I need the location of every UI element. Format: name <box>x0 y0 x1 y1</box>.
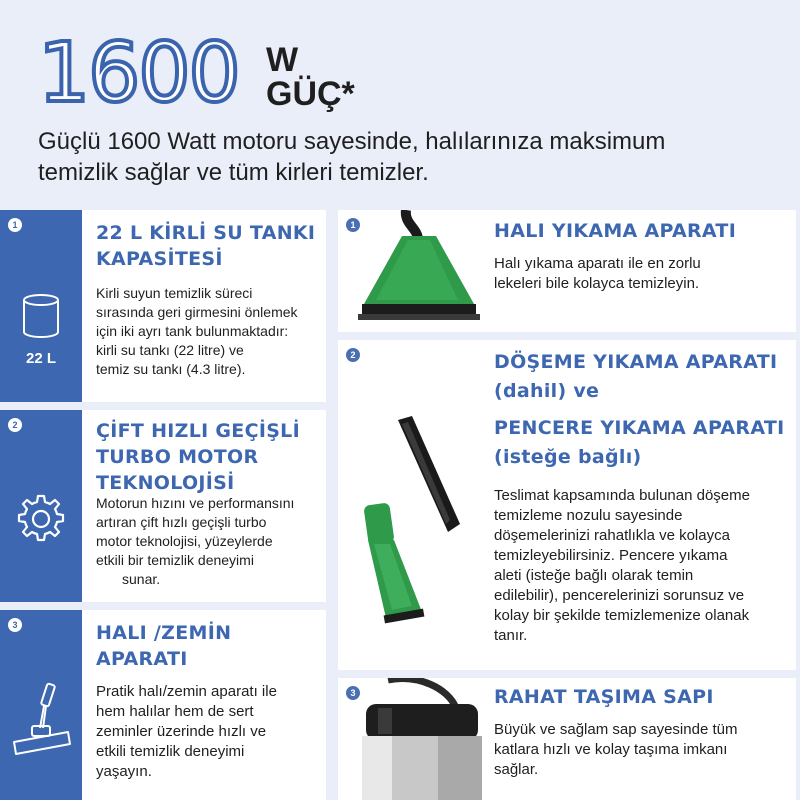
card-body-line: Pratik halı/zemin aparatı ile <box>96 683 277 700</box>
card-body-line: Motorun hızını ve performansını <box>96 495 295 511</box>
feature-card-carpet-washer <box>338 210 796 332</box>
feature-card-motor <box>0 410 326 602</box>
card-number: 1 <box>346 218 360 232</box>
feature-card-tank <box>0 210 326 402</box>
card-body-line: katlara hızlı ve kolay taşıma imkanı <box>494 741 728 758</box>
card-title-line: KAPASİTESİ <box>96 248 223 270</box>
card-title-line: (isteğe bağlı) <box>494 446 642 468</box>
card-body-line: etkili bir temizlik deneyimi <box>96 552 254 568</box>
card-title-line: TURBO MOTOR <box>96 446 259 468</box>
card-body-line: zeminler üzerinde hızlı ve <box>96 723 267 740</box>
card-sidebar <box>0 210 82 402</box>
feature-card-handle <box>338 678 796 800</box>
card-title <box>494 348 785 472</box>
card-body-line: döşemelerinizi rahatlıkla ve kolayca <box>494 527 730 544</box>
power-label: GÜÇ* <box>266 75 355 113</box>
card-body <box>494 720 790 780</box>
card-body <box>96 284 324 379</box>
card-title-line: HALI /ZEMİN <box>96 622 232 644</box>
card-title: RAHAT TAŞIMA SAPI <box>494 686 714 708</box>
card-body-line: motor teknolojisi, yüzeylerde <box>96 533 273 549</box>
card-body-line: aleti (isteğe bağlı olarak temin <box>494 567 694 584</box>
card-body-line: sağlar. <box>494 761 539 778</box>
card-title-line: DÖŞEME YIKAMA APARATI <box>494 351 778 373</box>
card-body <box>494 254 790 294</box>
vacuum-body-icon <box>348 678 488 800</box>
feature-card-floor <box>0 610 326 800</box>
card-body-line: temiz su tankı (4.3 litre). <box>96 361 246 377</box>
card-title-line: TEKNOLOJİSİ <box>96 472 235 494</box>
card-number: 3 <box>346 686 360 700</box>
card-title <box>96 220 315 272</box>
card-body-line: sunar. <box>122 571 161 587</box>
card-body-line: etkili temizlik deneyimi <box>96 743 245 760</box>
gear-icon <box>14 492 68 551</box>
card-title-line: PENCERE YIKAMA APARATI <box>494 417 785 439</box>
card-title-line: 22 L KİRLİ SU TANKI <box>96 222 316 244</box>
floor-nozzle-icon <box>10 682 74 763</box>
power-unit: W <box>266 41 299 79</box>
intro-text <box>38 126 778 188</box>
card-sidebar <box>0 410 82 602</box>
card-title <box>96 418 300 496</box>
upholstery-nozzle-icon <box>360 500 450 635</box>
card-body-line: hem halılar hem de sert <box>96 703 254 720</box>
card-body-line: lekeleri bile kolayca temizleyin. <box>494 275 700 292</box>
card-number: 3 <box>8 618 22 632</box>
intro-line: Güçlü 1600 Watt motoru sayesinde, halılarınıza maksimum <box>38 128 666 155</box>
tank-icon <box>18 292 64 347</box>
card-sidebar <box>0 610 82 800</box>
power-number: 1600 <box>38 26 239 121</box>
card-body-line: kirli su tankı (22 litre) ve <box>96 342 244 358</box>
carpet-washer-nozzle-icon <box>348 210 488 335</box>
card-body <box>96 682 324 782</box>
card-body-line: temizleme nozulu sayesinde <box>494 507 683 524</box>
card-number: 2 <box>8 418 22 432</box>
card-body-line: artıran çift hızlı geçişli turbo <box>96 514 267 530</box>
card-title-line: (dahil) ve <box>494 380 600 402</box>
card-body-line: kolay bir şekilde temizlemenize olanak <box>494 607 750 624</box>
card-body-line: sırasında geri girmesini önlemek <box>96 304 298 320</box>
card-body-line: için iki ayrı tank bulunmaktadır: <box>96 323 289 339</box>
card-number: 1 <box>8 218 22 232</box>
card-number: 2 <box>346 348 360 362</box>
card-title-line: APARATI <box>96 648 188 670</box>
card-body-line: tanır. <box>494 627 528 644</box>
card-title-line: ÇİFT HIZLI GEÇİŞLİ <box>96 420 300 442</box>
card-body <box>494 486 794 646</box>
card-title: HALI YIKAMA APARATI <box>494 220 737 242</box>
card-body-line: Halı yıkama aparatı ile en zorlu <box>494 255 701 272</box>
card-body-line: Büyük ve sağlam sap sayesinde tüm <box>494 721 738 738</box>
card-body-line: Teslimat kapsamında bulunan döşeme <box>494 487 750 504</box>
card-body-line: edilebilir), pencerelerinizi sorunsuz ve <box>494 587 745 604</box>
card-body-line: yaşayın. <box>96 763 152 780</box>
intro-line: temizlik sağlar ve tüm kirleri temizler. <box>38 159 429 186</box>
card-body <box>96 494 324 589</box>
card-body-line: temizleyebilirsiniz. Pencere yıkama <box>494 547 728 564</box>
tank-capacity-label: 22 L <box>25 350 56 367</box>
card-body-line: Kirli suyun temizlik süreci <box>96 285 253 301</box>
card-title <box>96 620 231 672</box>
feature-card-upholstery-window <box>338 340 796 670</box>
